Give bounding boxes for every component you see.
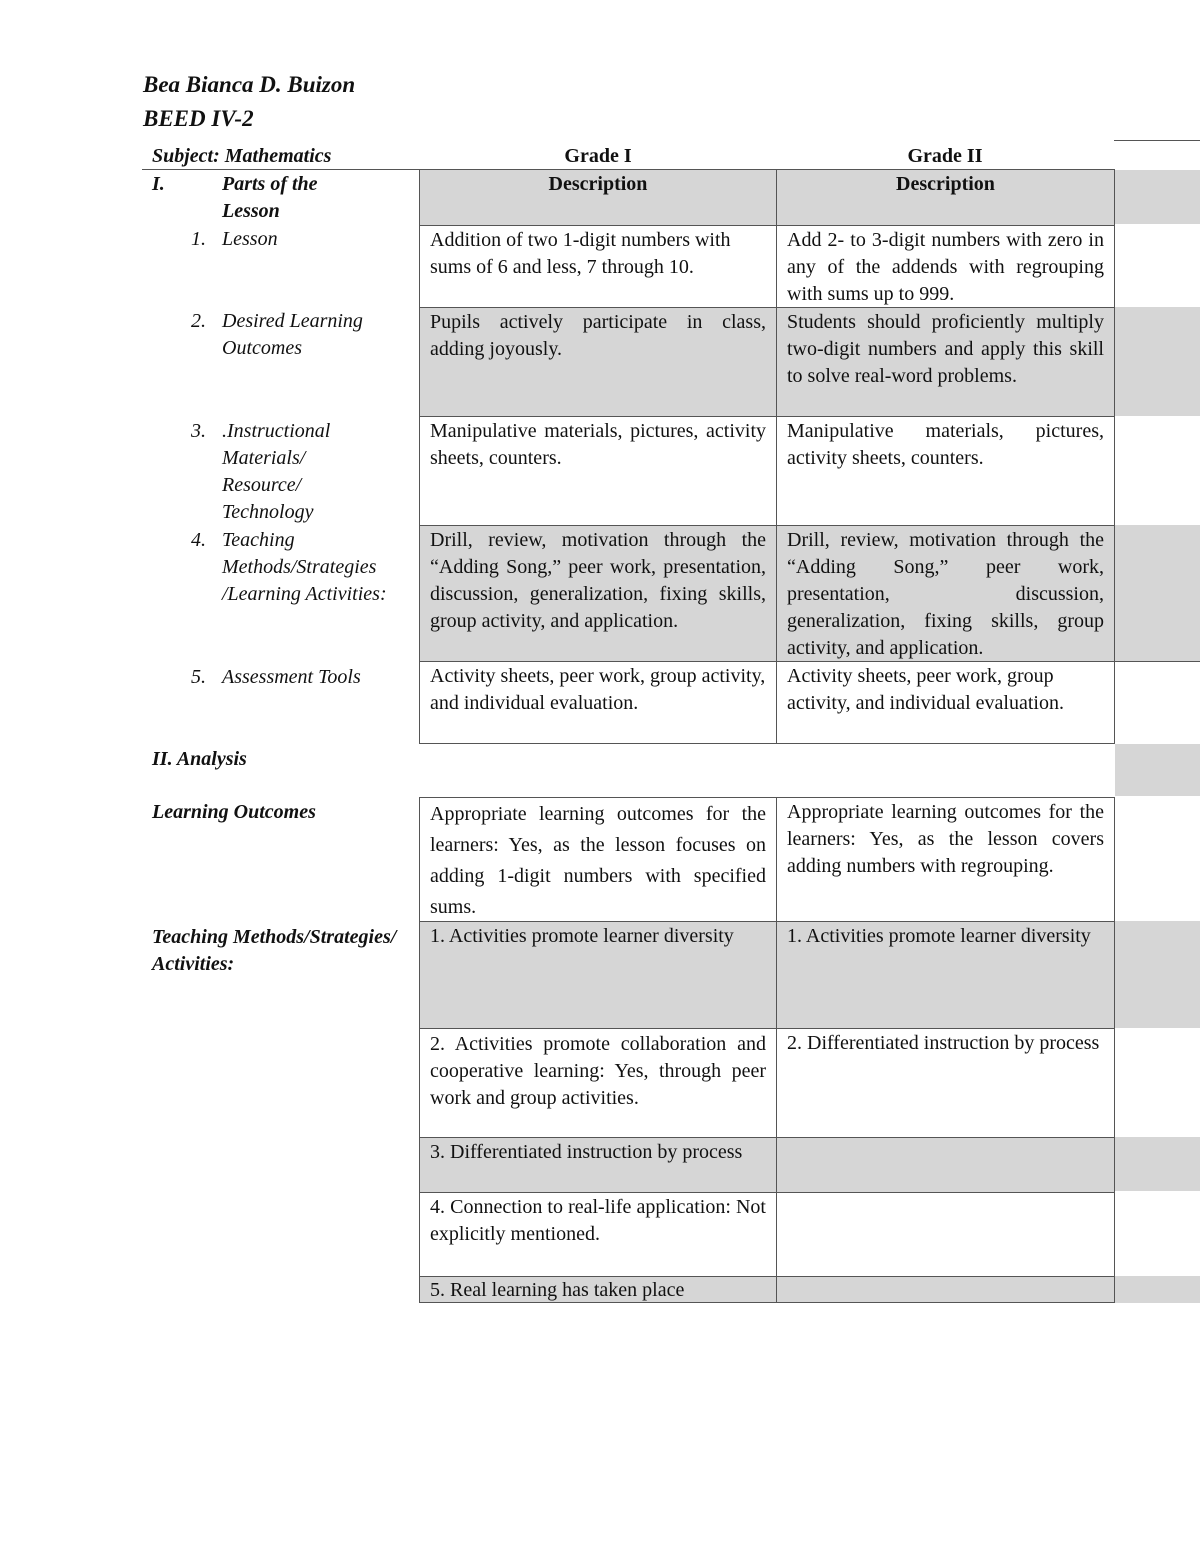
- row-number: 2.: [191, 310, 206, 332]
- materials-grade2: Manipulative materials, pictures, activity sheets, counters.: [776, 416, 1115, 526]
- student-name: Bea Bianca D. Buizon: [143, 72, 356, 97]
- learning-outcomes-grade2: Appropriate learning outcomes for the learners: Yes, as the lesson covers adding numbers with regrouping.: [776, 797, 1115, 922]
- teaching-item-3-grade1: 3. Differentiated instruction by process: [419, 1137, 777, 1193]
- learning-outcomes-grade1: Appropriate learning outcomes for the learners: Yes, as the lesson focuses on adding 1-digit numbers with specified sums.: [419, 797, 777, 922]
- materials-grade1: Manipulative materials, pictures, activity sheets, counters.: [419, 416, 777, 526]
- row-number: 4.: [191, 529, 206, 551]
- right-rule: [1114, 140, 1200, 141]
- margin-strip: [1115, 307, 1200, 416]
- methods-grade2: Drill, review, motivation through the “Adding Song,” peer work, presentation, discussion, generalization, fixing skills, group activity, and application.: [776, 525, 1115, 662]
- course-section: BEED IV-2: [143, 106, 254, 131]
- section2-title: II. Analysis: [152, 748, 247, 770]
- teaching-item-5-grade1: 5. Real learning has taken place: [419, 1276, 777, 1303]
- description-header-grade2: Description: [776, 169, 1115, 226]
- row-label-materials: .Instructional Materials/ Resource/ Technology: [222, 420, 331, 523]
- margin-strip: [1115, 525, 1200, 661]
- right-rule: [1114, 661, 1200, 662]
- description-header-grade1: Description: [419, 169, 777, 226]
- teaching-item-3-grade2: [776, 1137, 1115, 1193]
- header-rule: [142, 169, 420, 170]
- teaching-item-4-grade2: [776, 1192, 1115, 1277]
- teaching-item-1-grade2: 1. Activities promote learner diversity: [776, 921, 1115, 1029]
- teaching-item-2-grade1: 2. Activities promote collaboration and cooperative learning: Yes, through peer work and group activities.: [419, 1028, 777, 1138]
- learning-outcomes-label: Learning Outcomes: [152, 801, 316, 823]
- teaching-methods-label: Teaching Methods/Strategies/Activities:: [152, 926, 397, 975]
- row-number: 5.: [191, 666, 206, 688]
- row-label-assessment: Assessment Tools: [222, 666, 361, 688]
- margin-strip: [1115, 921, 1200, 1028]
- teaching-item-2-grade2: 2. Differentiated instruction by process: [776, 1028, 1115, 1138]
- teaching-item-1-grade1: 1. Activities promote learner diversity: [419, 921, 777, 1029]
- row-label-outcomes: Desired Learning Outcomes: [222, 310, 363, 359]
- section1-numeral: I.: [152, 173, 165, 195]
- methods-grade1: Drill, review, motivation through the “Adding Song,” peer work, presentation, discussion, generalization, fixing skills, group activity, and application.: [419, 525, 777, 662]
- row-number: 3.: [191, 420, 206, 442]
- lesson-grade1: Addition of two 1-digit numbers with sums of 6 and less, 7 through 10.: [419, 225, 777, 308]
- outcomes-grade2: Students should proficiently multiply two-digit numbers and apply this skill to solve real-word problems.: [776, 307, 1115, 417]
- margin-strip: [1115, 170, 1200, 224]
- margin-strip: [1115, 1137, 1200, 1191]
- row-label-lesson: Lesson: [222, 228, 278, 250]
- margin-strip: [1115, 744, 1200, 796]
- lesson-grade2: Add 2- to 3-digit numbers with zero in any of the addends with regrouping with sums up to 999.: [776, 225, 1115, 308]
- row-number: 1.: [191, 228, 206, 250]
- grade2-heading: Grade II: [907, 145, 983, 167]
- grade1-heading: Grade I: [564, 145, 632, 167]
- assessment-grade2: Activity sheets, peer work, group activity, and individual evaluation.: [776, 661, 1115, 744]
- subject-label: Subject: Mathematics: [152, 145, 332, 167]
- section1-title: Parts of the Lesson: [222, 173, 318, 222]
- margin-strip: [1115, 1276, 1200, 1303]
- teaching-item-4-grade1: 4. Connection to real-life application: Not explicitly mentioned.: [419, 1192, 777, 1277]
- teaching-item-5-grade2: [776, 1276, 1115, 1303]
- outcomes-grade1: Pupils actively participate in class, adding joyously.: [419, 307, 777, 417]
- row-label-methods: Teaching Methods/Strategies /Learning Activities:: [222, 529, 387, 605]
- assessment-grade1: Activity sheets, peer work, group activity, and individual evaluation.: [419, 661, 777, 744]
